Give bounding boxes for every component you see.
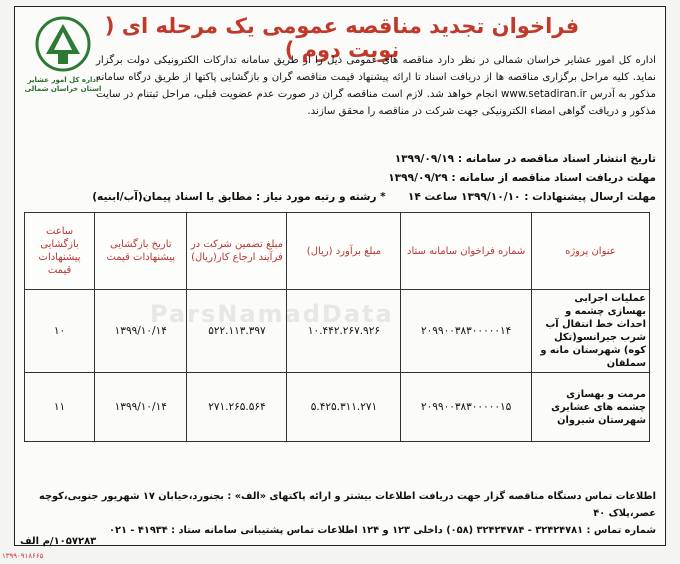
- header-opening-hour: ساعت بازگشایی پیشنهادات قیمت: [25, 213, 95, 290]
- table-row: [25, 373, 650, 442]
- side-code: ۱۳۹۹۰۹۱۸۶۶۵: [2, 552, 44, 560]
- cell-project-title: عملیات اجرایی بهسازی چشمه و احداث خط انتقال آب شرب جیرانسو(تکل کوه) شهرستان مانه و سملقان: [531, 290, 649, 373]
- watermark: ParsNamadData: [150, 300, 394, 328]
- receive-deadline: مهلت دریافت اسناد مناقصه از سامانه : ۱۳۹۹/۰۹/۲۹: [388, 172, 656, 184]
- notice-code: ۱۰۵۷۲۸۳/م الف: [20, 536, 97, 547]
- cell-opening-hour: ۱۱: [25, 373, 95, 442]
- cell-guarantee: ۲۷۱.۲۶۵.۵۶۴: [187, 373, 287, 442]
- cell-guarantee: ۵۲۲.۱۱۳.۳۹۷: [187, 290, 287, 373]
- header-project-title: عنوان پروژه: [531, 213, 649, 290]
- contact-address: اطلاعات تماس دستگاه مناقصه گزار جهت دریافت اطلاعات بیشتر و ارائه پاکتهای «الف» : بجنورد،خیابان ۱۷ شهریور جنوبی،کوچه عصر،پلاک ۴۰: [39, 491, 656, 519]
- cell-estimate: ۵.۴۲۵.۳۱۱.۲۷۱: [287, 373, 401, 442]
- logo-caption-line: اداره کل امور عشایر: [27, 76, 99, 84]
- table-header-row: [25, 213, 650, 290]
- contact-phones: شماره تماس : ۳۲۴۲۴۷۸۱ - ۳۲۴۲۴۷۸۴ (۰۵۸) داخلی ۱۲۳ و ۱۲۴ اطلاعات تماس پشتیبانی سامانه ستاد : ۴۱۹۳۴ - ۰۲۱: [109, 525, 656, 536]
- tender-table: [24, 212, 650, 442]
- cell-call-number: ۲۰۹۹۰۰۳۸۳۰۰۰۰۰۱۴: [401, 290, 531, 373]
- cell-opening-date: ۱۳۹۹/۱۰/۱۴: [95, 290, 187, 373]
- header-opening-date: تاریخ بازگشایی پیشنهادات قیمت: [95, 213, 187, 290]
- header-estimate: مبلغ برآورد (ریال): [287, 213, 401, 290]
- required-grade: * رشته و رتبه مورد نیاز : مطابق با اسناد پیمان(آب/ابنیه): [92, 191, 386, 203]
- logo-caption-line: استان خراسان شمالی: [24, 85, 102, 93]
- submit-deadline-row: [92, 188, 656, 207]
- header-call-number: شماره فراخوان سامانه ستاد: [401, 213, 531, 290]
- submit-deadline: مهلت ارسال پیشنهادات : ۱۳۹۹/۱۰/۱۰ ساعت ۱۴: [407, 191, 656, 203]
- header-guarantee: مبلغ تضمین شرکت در فرآیند ارجاع کار(ریال): [187, 213, 287, 290]
- notice-title: فراخوان تجدید مناقصه عمومی یک مرحله ای ( نوبت دوم ): [104, 14, 580, 62]
- publish-date: تاریخ انتشار اسناد مناقصه در سامانه : ۱۳۹۹/۰۹/۱۹: [394, 153, 656, 165]
- cell-project-title: مرمت و بهسازی چشمه های عشایری شهرستان شیروان: [531, 373, 649, 442]
- cell-opening-hour: ۱۰: [25, 290, 95, 373]
- table-row: [25, 290, 650, 373]
- cell-opening-date: ۱۳۹۹/۱۰/۱۴: [95, 373, 187, 442]
- dates-block: [92, 150, 656, 207]
- cell-estimate: ۱۰.۴۴۲.۲۶۷.۹۲۶: [287, 290, 401, 373]
- cell-call-number: ۲۰۹۹۰۰۳۸۳۰۰۰۰۰۱۵: [401, 373, 531, 442]
- logo-caption: [22, 76, 104, 94]
- contact-footer: [36, 488, 656, 539]
- intro-paragraph: اداره کل امور عشایر خراسان شمالی در نظر دارد مناقصه های عمومی ذیل را از طریق سامانه تدارکات الکترونیکی دولت برگزار نماید. کلیه مراحل برگزاری مناقصه ها از دریافت اسناد تا ارائه پیشنهاد قیمت مناقصه گران و بازگشایی پاکتها از طریق درگاه سامانه مذکور به آدرس www.setadiran.ir انجام خواهد شد. لازم است مناقصه گران در صورت عدم عضویت قبلی، مراحل ثبتنام در سایت مذکور و دریافت گواهی امضاء الکترونیکی جهت شرکت در مناقصه را محقق سازند.: [96, 55, 656, 117]
